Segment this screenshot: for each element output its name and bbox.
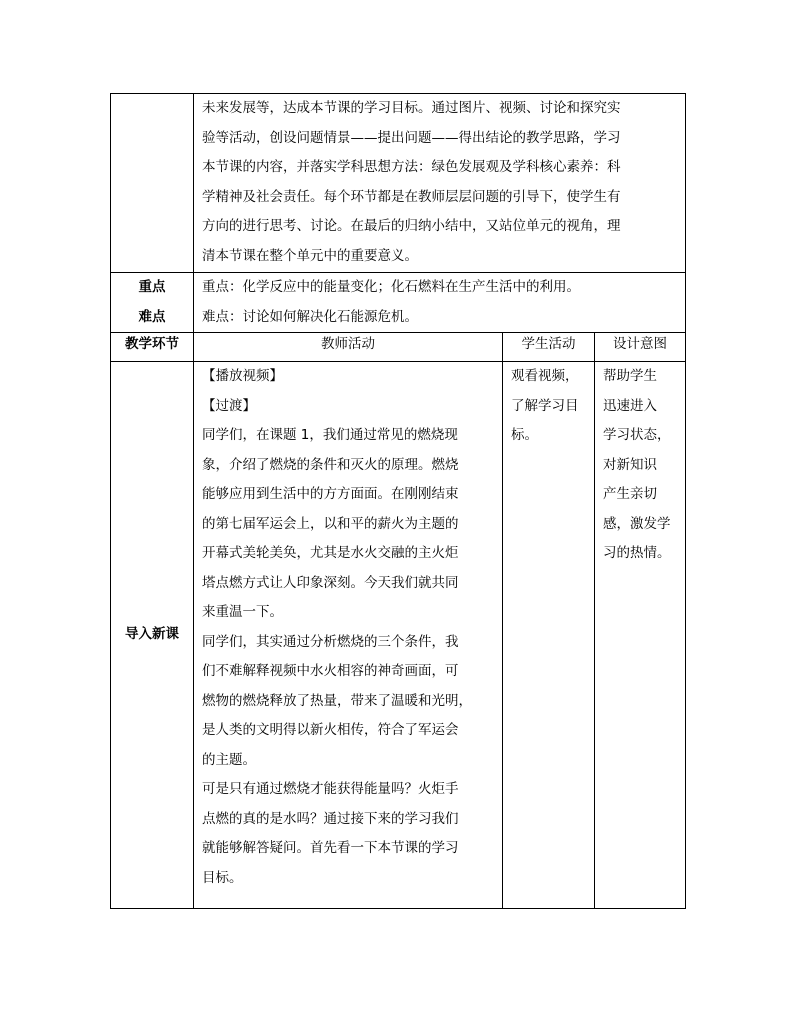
header-stage: 教学环节 (111, 333, 194, 362)
teacher-line: 们不难解释视频中水火相容的神奇画面，可 (202, 663, 459, 679)
teacher-line: 能够应用到生活中的方方面面。在刚刚结束 (202, 486, 459, 502)
design-line: 习的热情。 (603, 545, 671, 561)
difficulty-text: 难点：讨论如何解决化石能源危机。 (202, 308, 418, 325)
key-points-label-cell (111, 273, 194, 333)
teacher-activity-cell (194, 362, 503, 909)
teacher-line: 的第七届军运会上，以和平的薪火为主题的 (202, 515, 459, 532)
key-points-content-cell (194, 273, 686, 333)
teacher-line: 同学们，其实通过分析燃烧的三个条件，我 (202, 633, 459, 650)
paragraph-line: 清本节课在整个单元中的重要意义。 (202, 247, 418, 264)
empty-label-cell (111, 94, 194, 273)
intro-section-row (111, 362, 686, 909)
header-design-intent: 设计意图 (595, 333, 686, 362)
teacher-line: 来重温一下。 (202, 604, 283, 620)
paragraph-line: 本节课的内容，并落实学科思想方法：绿色发展观及学科核心素养：科 (202, 159, 621, 175)
teacher-line: 开幕式美轮美奂，尤其是水火交融的主火炬 (202, 545, 459, 561)
paragraph-line: 方向的进行思考、讨论。在最后的归纳小结中，又站位单元的视角，理 (202, 218, 621, 234)
paragraph-line: 未来发展等，达成本节课的学习目标。通过图片、视频、讨论和探究实 (202, 100, 621, 116)
design-line: 帮助学生 (603, 368, 657, 384)
student-line: 标。 (511, 427, 538, 443)
teacher-line: 就能够解答疑问。首先看一下本节课的学习 (202, 840, 459, 856)
intro-paragraph-cell (194, 94, 686, 273)
teacher-line: 同学们，在课题 1，我们通过常见的燃烧现 (202, 427, 458, 443)
key-points-row (111, 273, 686, 333)
student-line: 观看视频， (511, 368, 579, 384)
teacher-line: 象，介绍了燃烧的条件和灭火的原理。燃烧 (202, 456, 459, 473)
teacher-line: 燃物的燃烧释放了热量，带来了温暖和光明， (202, 692, 472, 709)
teacher-line: 可是只有通过燃烧才能获得能量吗？火炬手 (202, 781, 459, 797)
design-line: 产生亲切 (603, 486, 657, 502)
key-point-text: 重点：化学反应中的能量变化；化石燃料在生产生活中的利用。 (202, 279, 580, 295)
teacher-line: 塔点燃方式让人印象深刻。今天我们就共同 (202, 574, 459, 591)
header-student-activity: 学生活动 (503, 333, 595, 362)
teacher-line: 【过渡】 (202, 397, 256, 414)
table-header-row (111, 333, 686, 362)
student-activity-cell (503, 362, 595, 909)
student-line: 了解学习目 (511, 397, 579, 414)
intro-paragraph-row (111, 94, 686, 273)
teacher-line: 是人类的文明得以新火相传，符合了军运会 (202, 722, 459, 738)
teacher-line: 目标。 (202, 869, 243, 886)
difficulty-label: 难点 (138, 308, 166, 325)
design-intent-cell (595, 362, 686, 909)
paragraph-line: 学精神及社会责任。每个环节都是在教师层层问题的引导下，使学生有 (202, 188, 621, 205)
teacher-line: 【播放视频】 (202, 368, 283, 384)
key-label: 重点 (138, 279, 166, 295)
design-line: 学习状态， (603, 427, 671, 443)
design-line: 感，激发学 (603, 515, 671, 532)
header-teacher-activity: 教师活动 (194, 333, 503, 362)
design-line: 对新知识 (603, 456, 657, 473)
lesson-plan-table (110, 93, 686, 909)
teacher-line: 点燃的真的是水吗？通过接下来的学习我们 (202, 810, 459, 827)
design-line: 迅速进入 (603, 397, 657, 414)
paragraph-line: 验等活动，创设问题情景——提出问题——得出结论的教学思路，学习 (202, 129, 621, 146)
teacher-line: 的主题。 (202, 751, 256, 768)
stage-cell: 导入新课 (111, 362, 194, 909)
